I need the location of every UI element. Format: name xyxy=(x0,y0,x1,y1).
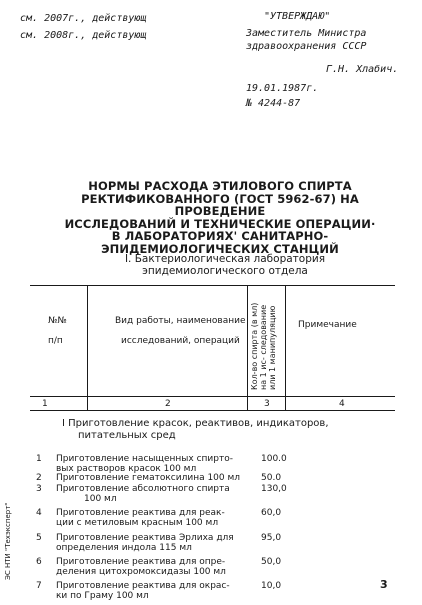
row-number: 1 xyxy=(36,454,42,464)
column-number: 3 xyxy=(264,399,270,409)
row-description xyxy=(50,581,261,605)
row-number: 4 xyxy=(36,508,42,518)
title-line: В ЛАБОРАТОРИЯХ' САНИТАРНО- xyxy=(111,229,329,243)
row-text: Приготовление реактива для реак- xyxy=(56,508,225,518)
row-value: 60,0 xyxy=(261,508,282,518)
approval-number: № 4244-87 xyxy=(246,98,301,109)
table-row xyxy=(36,557,336,581)
document-title xyxy=(40,180,400,255)
table-row xyxy=(36,484,336,505)
approval-name: Г.Н. Хлабич. xyxy=(326,64,399,75)
table-body xyxy=(36,454,336,605)
header-col-amount: Кол-во спирта (в мл) на 1 ис- следование или 1 манипуляцию xyxy=(250,302,277,390)
column-number: 4 xyxy=(339,399,345,409)
header-text: п/п xyxy=(48,336,63,346)
side-watermark: ЭС НТИ "Техэксперт" xyxy=(4,502,12,580)
row-number: 2 xyxy=(36,473,42,483)
stamp-line: см. 2007г., действующ xyxy=(20,13,147,24)
row-text: Приготовление абсолютного спирта xyxy=(56,484,230,494)
table-row xyxy=(36,473,336,484)
row-value: 100.0 xyxy=(261,454,287,464)
header-text: Вид работы, наименование xyxy=(115,316,246,326)
subsection-heading xyxy=(62,418,329,442)
approval-line: Заместитель Министра xyxy=(246,28,367,39)
column-number: 1 xyxy=(42,399,48,409)
row-text: ции с метиловым красным 100 мл xyxy=(56,518,219,528)
row-description xyxy=(50,557,261,581)
row-text: 100 мл xyxy=(84,494,117,504)
row-text: деления цитохромоксидазы 100 мл xyxy=(56,567,226,577)
row-text: ки по Граму 100 мл xyxy=(56,591,149,601)
table-col-divider xyxy=(285,285,286,410)
row-value: 95,0 xyxy=(261,533,282,543)
title-line: ЭПИДЕМИОЛОГИЧЕСКИХ СТАНЦИЙ xyxy=(101,241,339,256)
row-description xyxy=(50,454,261,473)
table-header-rule xyxy=(30,396,395,397)
table-row xyxy=(36,581,336,605)
subsection-line: I Приготовление красок, реактивов, индикаторов, xyxy=(62,418,329,429)
row-text: Приготовление реактива для опре- xyxy=(56,557,226,567)
section-line: I. Бактериологическая лаборатория xyxy=(124,253,326,265)
row-text: Приготовление гематоксилина 100 мл xyxy=(56,473,241,483)
header-col-work xyxy=(115,316,246,346)
page-number: 3 xyxy=(380,578,388,591)
title-line: РЕКТИФИКОВАННОГО (ГОСТ 5962-67) НА ПРОВЕДЕНИЕ xyxy=(81,191,359,218)
title-line: ИССЛЕДОВАНИЙ И ТЕХНИЧЕСКИЕ ОПЕРАЦИИ· xyxy=(64,216,376,231)
column-number: 2 xyxy=(165,399,171,409)
header-col-note: Примечание xyxy=(298,320,357,330)
section-line: эпидемиологического отдела xyxy=(142,265,308,277)
row-description xyxy=(50,484,261,505)
row-text: вых растворов красок 100 мл xyxy=(56,464,197,474)
row-value: 50,0 xyxy=(261,557,282,567)
approval-line: здравоохранения СССР xyxy=(246,41,367,52)
approval-title: "УТВЕРЖДАЮ" xyxy=(264,11,331,22)
table-row xyxy=(36,505,336,533)
stamp-left xyxy=(20,12,146,42)
row-value: 10,0 xyxy=(261,581,282,591)
row-value: 130,0 xyxy=(261,484,287,494)
row-number: 6 xyxy=(36,557,42,567)
stamp-line: см. 2008г., действующ xyxy=(20,30,147,41)
row-text: Приготовление реактива для окрас- xyxy=(56,581,230,591)
table-row xyxy=(36,533,336,557)
row-number: 7 xyxy=(36,581,42,591)
row-value: 50.0 xyxy=(261,473,282,483)
table-col-divider xyxy=(247,285,248,410)
table-number-rule xyxy=(30,410,395,411)
row-description xyxy=(50,473,261,484)
row-description xyxy=(50,533,261,557)
row-text: определения индола 115 мл xyxy=(56,543,192,553)
title-line: НОРМЫ РАСХОДА ЭТИЛОВОГО СПИРТА xyxy=(88,179,352,193)
row-description xyxy=(50,508,261,533)
table-top-rule xyxy=(30,285,395,286)
table-row xyxy=(36,454,336,473)
approval-date: 19.01.1987г. xyxy=(246,83,319,94)
row-text: Приготовление реактива Эрлиха для xyxy=(56,533,234,543)
row-number: 5 xyxy=(36,533,42,543)
section-heading xyxy=(60,253,390,277)
header-text: исследований, операций xyxy=(121,336,240,346)
table-col-divider xyxy=(87,285,88,410)
approval-block xyxy=(246,10,416,110)
header-col-number xyxy=(48,316,67,346)
row-number: 3 xyxy=(36,484,42,494)
row-text: Приготовление насыщенных спирто- xyxy=(56,454,233,464)
header-text: №№ xyxy=(48,316,67,326)
subsection-line: питательных сред xyxy=(78,430,176,441)
